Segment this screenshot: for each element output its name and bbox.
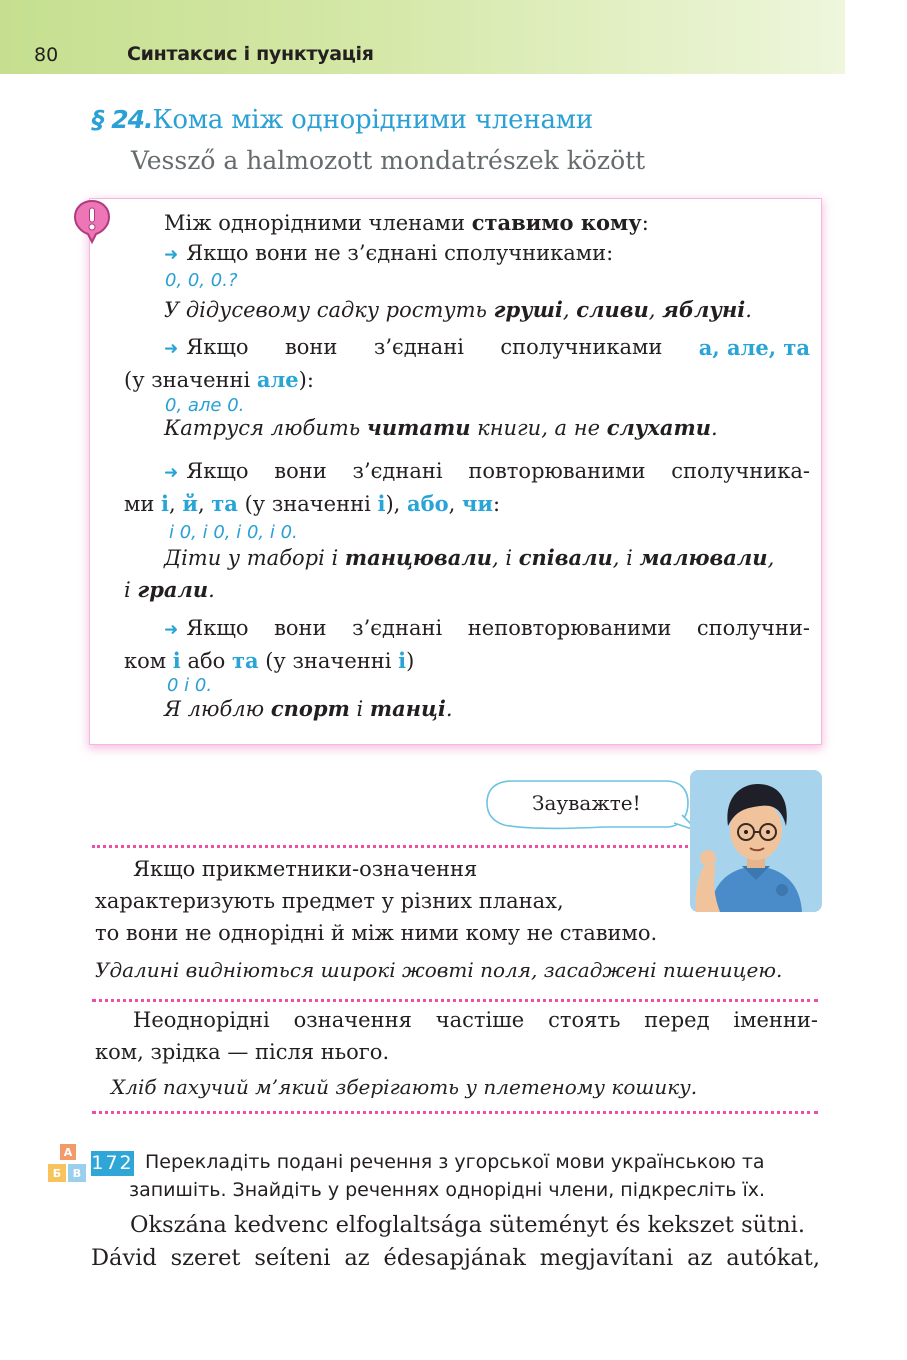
conjunction: або: [407, 491, 449, 516]
conjunction: але: [256, 367, 299, 392]
note-example-1: Удалині видніються широкі жовті поля, засаджені пшеницею.: [95, 958, 783, 982]
rule-item-2-lead: [164, 335, 249, 360]
rule-item-1-text: Якщо вони не з’єднані сполучниками:: [186, 241, 614, 265]
example-bold: малювали: [639, 545, 768, 570]
word: вони: [284, 335, 338, 359]
word: seíteni: [254, 1245, 331, 1271]
word: ми: [124, 492, 162, 516]
hungarian-line2: [91, 1245, 820, 1271]
example-text: , і: [612, 546, 640, 570]
word: szeret: [170, 1245, 241, 1271]
rule-intro-end: :: [641, 211, 649, 235]
example-3-line2: [124, 577, 215, 602]
rule-item-4-line1: [164, 616, 810, 640]
example-text: .: [711, 416, 718, 440]
rule-intro: [164, 210, 649, 235]
example-1: [164, 297, 752, 322]
rule-item-3-line1: [164, 459, 810, 483]
word: з’єднані: [352, 616, 443, 640]
example-text: Діти у таборі і: [164, 546, 345, 570]
example-text: .: [745, 298, 752, 322]
conjunction: і: [172, 648, 181, 673]
rule-item-4-line2: [124, 648, 414, 673]
example-bold: сливи: [576, 297, 649, 322]
schema-4: 0 і 0.: [167, 675, 213, 696]
conjunction: й: [182, 491, 198, 516]
example-2: [164, 415, 718, 440]
word: ,: [169, 492, 183, 516]
section-number: § 24.: [92, 105, 153, 134]
word: ): [406, 649, 415, 673]
word: Якщо: [186, 335, 249, 359]
note-para1-line3: то вони не однорідні й між ними кому не ставимо.: [95, 921, 658, 945]
conjunction: та: [231, 648, 259, 673]
example-bold: груші: [493, 297, 563, 322]
word: édesapjának: [383, 1245, 526, 1271]
schema-1: 0, 0, 0.?: [165, 270, 238, 291]
page-number: 80: [34, 44, 59, 66]
word: вони: [274, 459, 327, 483]
note-para2-line2: ком, зрідка — після нього.: [95, 1040, 390, 1064]
example-bold: співали: [518, 545, 613, 570]
arrow-right-icon: ➜: [164, 620, 179, 640]
word: з’єднані: [373, 335, 464, 359]
example-bold: танцювали: [344, 545, 492, 570]
section-name: Синтаксис і пунктуація: [127, 43, 374, 65]
conjunction: і: [398, 648, 407, 673]
example-text: .: [445, 697, 453, 721]
rule-item-2-line2: [124, 367, 314, 392]
rule-intro-text: Між однорідними членами: [164, 211, 472, 235]
rule-item-4-lead: [164, 616, 249, 640]
word: (у значенні: [124, 368, 257, 392]
word: ,: [448, 492, 463, 516]
word: неповторюваними: [467, 616, 672, 640]
word: ),: [385, 492, 408, 516]
example-text: і: [349, 697, 370, 721]
example-bold: грали: [137, 577, 209, 602]
word: вони: [274, 616, 327, 640]
arrow-right-icon: ➜: [164, 245, 179, 265]
word: Якщо: [186, 616, 249, 640]
word: (у значенні: [258, 649, 399, 673]
example-text: Катруся любить: [164, 416, 367, 440]
section-title-text: Кома між однорідними членами: [152, 105, 593, 135]
exclamation-icon: [72, 198, 112, 244]
word: az: [687, 1245, 713, 1271]
word: сполучни-: [696, 616, 810, 640]
word: або: [180, 649, 232, 673]
word: ком: [124, 649, 173, 673]
example-bold: танці: [369, 696, 446, 721]
svg-text:А: А: [63, 1146, 73, 1159]
word: ,: [197, 492, 212, 516]
bubble-text: Зауважте!: [532, 791, 641, 815]
word: (у значенні: [237, 492, 378, 516]
rule-item-1: [164, 241, 613, 265]
svg-text:В: В: [72, 1167, 82, 1180]
arrow-right-icon: ➜: [164, 463, 179, 483]
section-title: [92, 105, 593, 135]
conjunction: чи: [462, 491, 493, 516]
section-subtitle: Vessző a halmozott mondatrészek között: [131, 146, 646, 175]
schema-2: 0, але 0.: [165, 395, 245, 416]
arrow-right-icon: ➜: [164, 339, 179, 359]
word: сполучниками: [500, 335, 663, 359]
example-text: .: [208, 578, 215, 602]
example-bold: яблуні: [662, 297, 746, 322]
note-para2-line1: [133, 1008, 818, 1032]
word: повторюваними: [468, 459, 646, 483]
svg-text:Б: Б: [52, 1167, 62, 1180]
word: ):: [298, 368, 314, 392]
word: з’єднані: [352, 459, 443, 483]
rule-item-2-line1: [164, 335, 810, 360]
example-text: У дідусевому садку ростуть: [164, 298, 494, 322]
conjunction: та: [211, 491, 238, 516]
example-bold: спорт: [270, 696, 350, 721]
word: autókat,: [726, 1245, 820, 1271]
word: megjavítani: [539, 1245, 674, 1271]
example-text: Я люблю: [164, 697, 271, 721]
word: перед: [644, 1008, 710, 1032]
word: Якщо: [186, 459, 249, 483]
abc-blocks-icon: [46, 1142, 90, 1186]
word: стоять: [548, 1008, 621, 1032]
example-bold: слухати: [606, 415, 712, 440]
schema-3: і 0, і 0, і 0, і 0.: [169, 522, 298, 543]
example-text: ,: [767, 546, 775, 570]
word: az: [344, 1245, 370, 1271]
task-number: 172: [91, 1152, 134, 1174]
example-text: книги, а не: [470, 416, 607, 440]
example-4: [164, 696, 453, 721]
rule-intro-bold: ставимо кому: [471, 210, 642, 235]
example-text: і: [124, 578, 138, 602]
example-text: , і: [491, 546, 519, 570]
example-bold: читати: [366, 415, 471, 440]
word: :: [492, 492, 501, 516]
word: сполучника-: [671, 459, 810, 483]
task-instruction-line1: Перекладіть подані речення з угорської мови українською та: [145, 1151, 765, 1173]
note-para1-line2: характеризують предмет у різних планах,: [95, 889, 564, 913]
dotted-divider: [92, 999, 818, 1002]
word: частіше: [435, 1008, 525, 1032]
example-3-segment: [164, 545, 774, 570]
example-text: ,: [562, 298, 577, 322]
example-3-line1: [164, 545, 810, 570]
word: Неоднорідні: [133, 1008, 270, 1032]
dotted-divider: [92, 845, 688, 848]
note-para1-line1: Якщо прикметники-означення: [133, 857, 478, 881]
conjunction: і: [377, 491, 386, 516]
word: іменни-: [733, 1008, 818, 1032]
dotted-divider: [92, 1111, 818, 1114]
example-text: ,: [648, 298, 663, 322]
hungarian-line1: Okszána kedvenc elfoglaltsága süteményt és kekszet sütni.: [130, 1212, 806, 1238]
task-instruction-line2: запишіть. Знайдіть у реченнях однорідні члени, підкресліть їх.: [129, 1179, 766, 1201]
note-example-2: Хліб пахучий м’який зберігають у плетеному кошику.: [111, 1075, 698, 1099]
rule-item-3-line2: [124, 491, 500, 516]
conjunction: і: [161, 491, 169, 516]
rule-item-3-lead: [164, 459, 249, 483]
word: Dávid: [91, 1245, 157, 1271]
word: означення: [293, 1008, 412, 1032]
boy-illustration-icon: [690, 770, 822, 912]
conjunction: а, але, та: [698, 335, 810, 360]
